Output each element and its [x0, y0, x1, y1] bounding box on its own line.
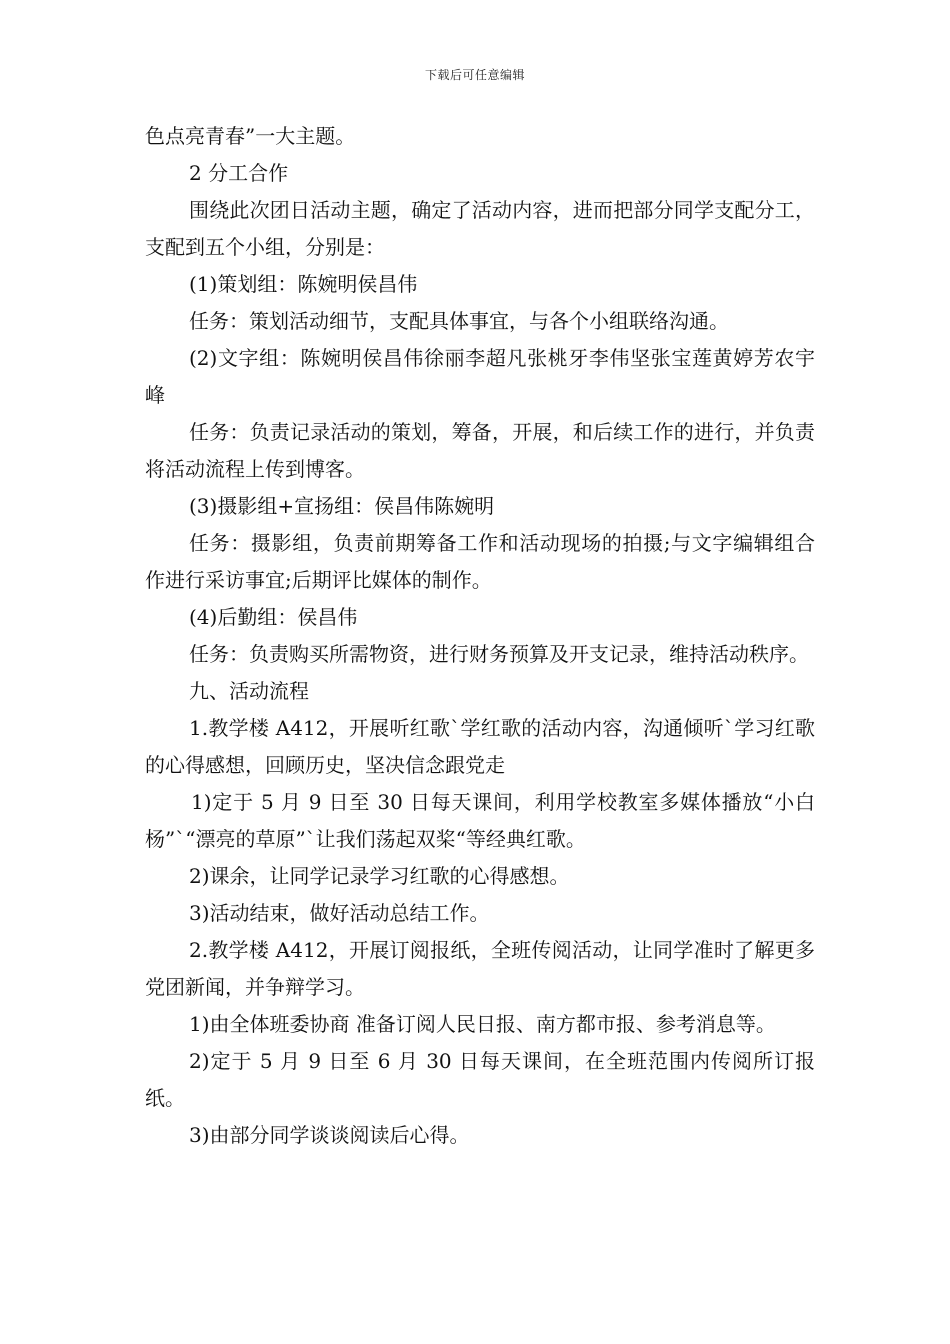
process-item-2-step-1: 1)由全体班委协商 准备订阅人民日报、南方都市报、参考消息等。 — [189, 1012, 776, 1036]
document-body — [145, 118, 815, 1154]
process-item-1-step-1: 1)定于 5 月 9 日至 30 日每天课间，利用学校教室多媒体播放“小白杨”`“漂亮的草原”`让我们荡起双桨“等经典红歌。 — [145, 790, 815, 851]
process-item-2-step-3: 3)由部分同学谈谈阅读后心得。 — [189, 1123, 470, 1147]
group-writing: (2)文字组：陈婉明侯昌伟徐丽李超凡张桃牙李伟坚张宝莲黄婷芳农宇峰 — [145, 346, 815, 407]
section-heading-division: 2 分工合作 — [189, 161, 289, 185]
group-photo-publicity: (3)摄影组+宣扬组：侯昌伟陈婉明 — [189, 494, 495, 518]
process-item-1-step-3: 3)活动结束，做好活动总结工作。 — [189, 901, 490, 925]
process-item-2: 2.教学楼 A412，开展订阅报纸，全班传阅活动，让同学准时了解更多党团新闻，并争辩学习。 — [145, 938, 815, 999]
process-item-1: 1.教学楼 A412，开展听红歌`学红歌的活动内容，沟通倾听`学习红歌的心得感想，回顾历史，坚决信念跟党走 — [145, 716, 815, 777]
page-header-note: 下载后可任意编辑 — [424, 68, 525, 82]
section-heading-process: 九、活动流程 — [189, 679, 309, 703]
paragraph-theme-end: 色点亮青春”一大主题。 — [145, 124, 356, 148]
task-logistics: 任务：负责购买所需物资，进行财务预算及开支记录，维持活动秩序。 — [189, 642, 809, 666]
group-logistics: (4)后勤组：侯昌伟 — [189, 605, 358, 629]
paragraph-division-intro: 围绕此次团日活动主题，确定了活动内容，进而把部分同学支配分工，支配到五个小组，分别是： — [145, 198, 815, 259]
task-writing: 任务：负责记录活动的策划，筹备，开展，和后续工作的进行，并负责将活动流程上传到博客。 — [145, 420, 815, 481]
process-item-2-step-2: 2)定于 5 月 9 日至 6 月 30 日每天课间，在全班范围内传阅所订报纸。 — [145, 1049, 815, 1110]
task-planning: 任务：策划活动细节，支配具体事宜，与各个小组联络沟通。 — [189, 309, 729, 333]
process-item-1-step-2: 2)课余，让同学记录学习红歌的心得感想。 — [189, 864, 570, 888]
task-photo-publicity: 任务：摄影组，负责前期筹备工作和活动现场的拍摄;与文字编辑组合作进行采访事宜;后期评比媒体的制作。 — [145, 531, 815, 592]
group-planning: (1)策划组：陈婉明侯昌伟 — [189, 272, 418, 296]
